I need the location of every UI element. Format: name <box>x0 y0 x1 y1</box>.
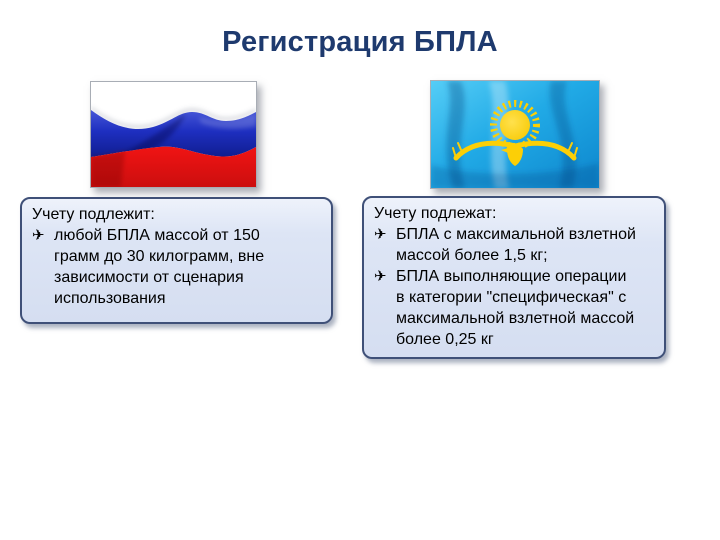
airplane-bullet-icon: ✈ <box>374 267 387 285</box>
panel-heading: Учету подлежат: <box>374 205 497 222</box>
airplane-bullet-icon: ✈ <box>374 225 387 243</box>
russia-flag-image <box>90 81 257 188</box>
kazakhstan-flag-image <box>430 80 600 189</box>
page-title: Регистрация БПЛА <box>222 26 498 58</box>
bullet-text: БПЛА с максимальной взлетной массой более 1,5 кг; <box>396 226 636 264</box>
registration-panel-russia <box>20 197 333 324</box>
bullet-text: любой БПЛА массой от 150 грамм до 30 килограмм, вне зависимости от сценария использования <box>54 227 265 307</box>
airplane-bullet-icon: ✈ <box>32 226 45 244</box>
list-item <box>374 224 654 266</box>
panel-heading: Учету подлежит: <box>32 206 155 223</box>
russia-flag-graphic <box>91 82 256 187</box>
list-item <box>32 225 321 309</box>
kazakhstan-flag-graphic <box>431 81 599 188</box>
bullet-list <box>32 225 321 309</box>
list-item <box>374 266 654 350</box>
bullet-text: БПЛА выполняющие операции в категории "специфическая" с максимальной взлетной массой более 0,25 кг <box>396 268 635 348</box>
registration-panel-kazakhstan <box>362 196 666 359</box>
bullet-list <box>374 224 654 350</box>
